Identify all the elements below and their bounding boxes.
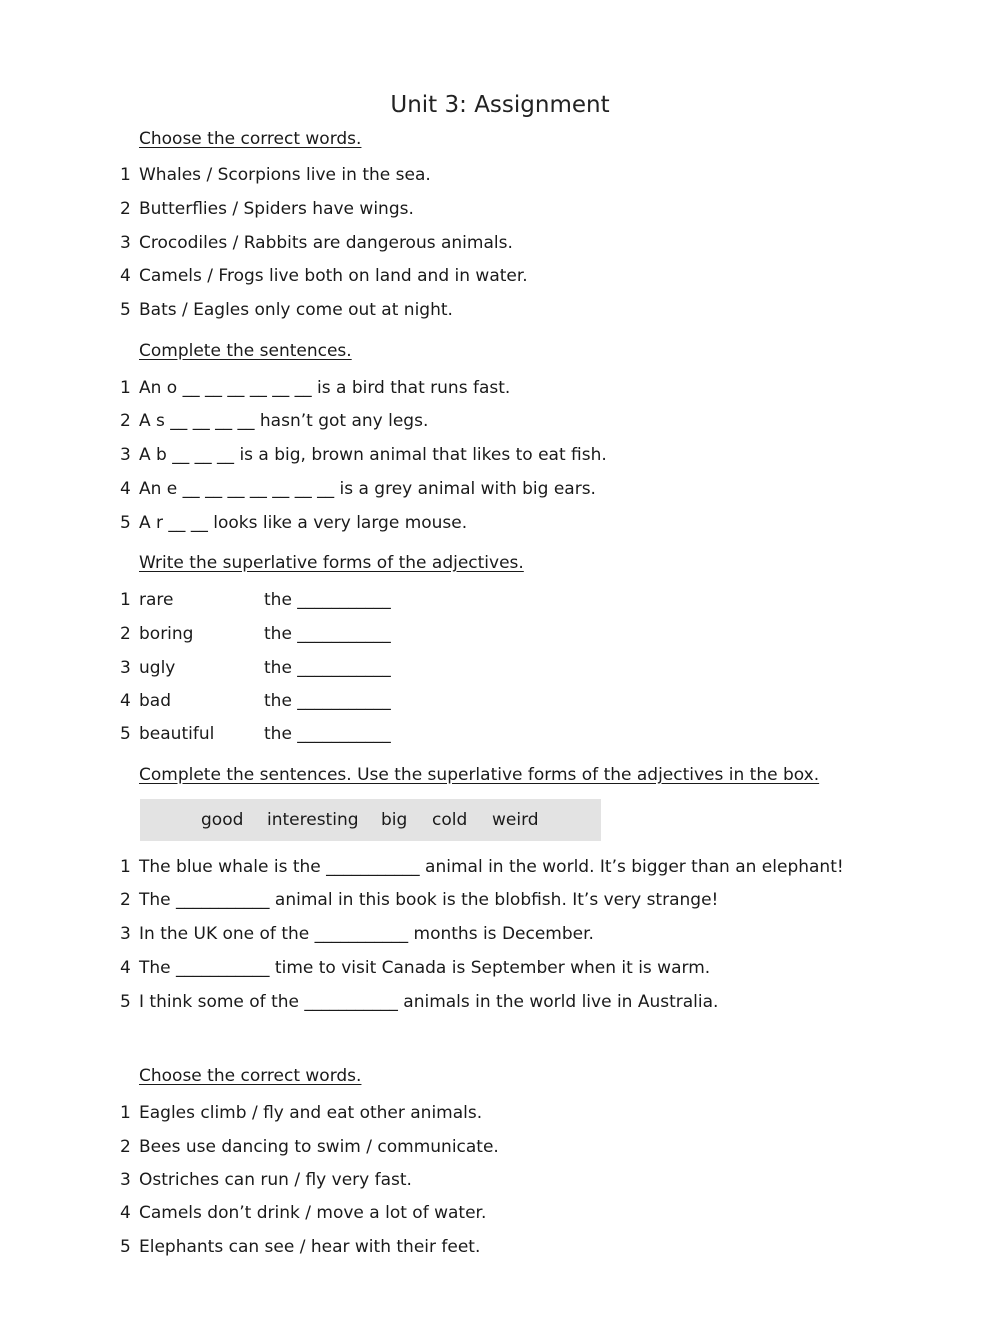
item-number: 3 [120, 233, 131, 253]
item-number: 2 [120, 890, 131, 910]
item-number: 1 [120, 590, 131, 610]
item-text: Eagles climb / fly and eat other animals. [139, 1103, 483, 1123]
section-3-heading [120, 551, 524, 575]
section-5-heading-text: Choose the correct words. [139, 1066, 362, 1086]
box-word: good [201, 810, 244, 830]
list-item [120, 197, 414, 221]
item-text: A b __ __ __ is a big, brown animal that likes to eat fish. [139, 445, 607, 465]
item-text: Camels don’t drink / move a lot of water. [139, 1203, 487, 1223]
word-box [140, 799, 601, 841]
item-number: 5 [120, 513, 131, 533]
list-item [120, 1135, 499, 1159]
list-item [120, 1235, 480, 1259]
list-item [120, 477, 596, 501]
adjective: ugly [139, 658, 176, 678]
list-item [120, 956, 710, 980]
list-item [120, 264, 528, 288]
item-text: Elephants can see / hear with their feet. [139, 1237, 481, 1257]
list-item [120, 722, 391, 746]
list-item [120, 409, 428, 433]
item-text: An e __ __ __ __ __ __ __ is a grey animal with big ears. [139, 479, 596, 499]
section-5-heading [120, 1064, 361, 1088]
list-item [120, 990, 718, 1014]
list-item [120, 376, 510, 400]
box-word: interesting [267, 810, 359, 830]
section-2-heading-text: Complete the sentences. [139, 341, 352, 361]
list-item [120, 163, 431, 187]
answer-blank: the ___________ [264, 624, 391, 644]
item-text: In the UK one of the ___________ months is December. [139, 924, 594, 944]
item-number: 2 [120, 411, 131, 431]
item-text: Whales / Scorpions live in the sea. [139, 165, 431, 185]
item-number: 1 [120, 857, 131, 877]
item-number: 1 [120, 1103, 131, 1123]
list-item [120, 622, 391, 646]
answer-blank: the ___________ [264, 658, 391, 678]
item-text: Bees use dancing to swim / communicate. [139, 1137, 499, 1157]
list-item [120, 689, 391, 713]
item-number: 3 [120, 445, 131, 465]
item-number: 4 [120, 958, 131, 978]
list-item [120, 588, 391, 612]
item-text: An o __ __ __ __ __ __ is a bird that runs fast. [139, 378, 511, 398]
box-word: cold [432, 810, 468, 830]
box-word: big [381, 810, 408, 830]
item-number: 5 [120, 992, 131, 1012]
item-number: 1 [120, 378, 131, 398]
item-number: 5 [120, 724, 131, 744]
list-item [120, 888, 718, 912]
section-4-heading [120, 763, 819, 787]
item-number: 4 [120, 266, 131, 286]
list-item [120, 656, 391, 680]
section-1-heading [120, 127, 361, 151]
page-title: Unit 3: Assignment [390, 92, 610, 118]
list-item [120, 231, 513, 255]
item-number: 2 [120, 624, 131, 644]
item-number: 3 [120, 1170, 131, 1190]
item-text: Crocodiles / Rabbits are dangerous animals. [139, 233, 513, 253]
box-word: weird [492, 810, 539, 830]
adjective: beautiful [139, 724, 215, 744]
list-item [120, 1168, 412, 1192]
list-item [120, 855, 844, 879]
item-text: Bats / Eagles only come out at night. [139, 300, 453, 320]
section-4-heading-text: Complete the sentences. Use the superlative forms of the adjectives in the box. [139, 765, 820, 785]
answer-blank: the ___________ [264, 724, 391, 744]
item-number: 5 [120, 300, 131, 320]
item-text: I think some of the ___________ animals in the world live in Australia. [139, 992, 719, 1012]
list-item [120, 511, 467, 535]
answer-blank: the ___________ [264, 691, 391, 711]
item-text: The ___________ time to visit Canada is September when it is warm. [139, 958, 711, 978]
item-number: 4 [120, 1203, 131, 1223]
section-3-heading-text: Write the superlative forms of the adjectives. [139, 553, 524, 573]
item-text: A s __ __ __ __ hasn’t got any legs. [139, 411, 429, 431]
item-number: 5 [120, 1237, 131, 1257]
adjective: boring [139, 624, 194, 644]
answer-blank: the ___________ [264, 590, 391, 610]
item-number: 4 [120, 479, 131, 499]
list-item [120, 1101, 482, 1125]
item-number: 3 [120, 658, 131, 678]
list-item [120, 1201, 486, 1225]
item-number: 3 [120, 924, 131, 944]
section-2-heading [120, 339, 352, 363]
adjective: rare [139, 590, 174, 610]
item-text: The ___________ animal in this book is the blobfish. It’s very strange! [139, 890, 719, 910]
item-number: 2 [120, 199, 131, 219]
item-number: 1 [120, 165, 131, 185]
item-text: A r __ __ looks like a very large mouse. [139, 513, 468, 533]
list-item [120, 443, 607, 467]
item-text: Butterflies / Spiders have wings. [139, 199, 414, 219]
section-1-heading-text: Choose the correct words. [139, 129, 362, 149]
list-item [120, 298, 453, 322]
item-text: Camels / Frogs live both on land and in water. [139, 266, 528, 286]
item-text: The blue whale is the ___________ animal in the world. It’s bigger than an elephant! [139, 857, 844, 877]
item-text: Ostriches can run / fly very fast. [139, 1170, 412, 1190]
item-number: 4 [120, 691, 131, 711]
list-item [120, 922, 594, 946]
adjective: bad [139, 691, 171, 711]
item-number: 2 [120, 1137, 131, 1157]
